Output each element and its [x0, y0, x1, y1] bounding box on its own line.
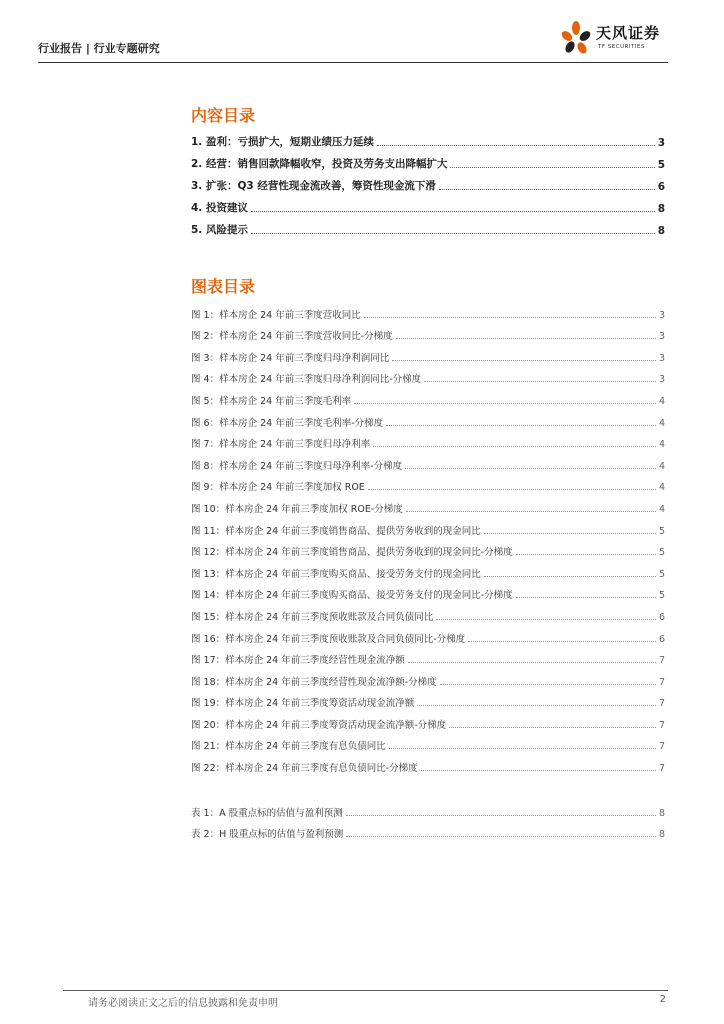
dot-leader — [449, 726, 656, 728]
figure-entry-page: 4 — [658, 482, 665, 494]
figure-entry-text: 图 10：样本房企 24 年前三季度加权 ROE-分梯度 — [191, 503, 403, 515]
figure-entry-page: 5 — [658, 590, 665, 602]
figure-entry-page: 7 — [658, 719, 665, 731]
figure-entry-text: 图 9：样本房企 24 年前三季度加权 ROE — [191, 482, 365, 494]
toc-entry[interactable] — [191, 127, 665, 149]
toc-entry-page: 6 — [657, 181, 665, 193]
report-category: 行业报告 | 行业专题研究 — [38, 42, 160, 55]
figure-entry-page: 7 — [658, 698, 665, 710]
figure-entry[interactable] — [191, 493, 665, 515]
figures-toc-list — [191, 299, 665, 774]
figure-entry-text: 图 20：样本房企 24 年前三季度筹资活动现金流净额-分梯度 — [191, 719, 447, 731]
dot-leader — [450, 166, 654, 168]
figure-entry[interactable] — [191, 299, 665, 321]
figure-entry-text: 图 7：样本房企 24 年前三季度归母净利率 — [191, 439, 371, 451]
figure-entry-text: 图 11：样本房企 24 年前三季度销售商品、提供劳务收到的现金同比 — [191, 525, 481, 537]
figure-entry[interactable] — [191, 601, 665, 623]
dot-leader — [251, 210, 655, 212]
figure-entry-text: 图 12：样本房企 24 年前三季度销售商品、提供劳务收到的现金同比-分梯度 — [191, 547, 513, 559]
figure-entry[interactable] — [191, 364, 665, 386]
table-entry-page: 8 — [658, 829, 665, 841]
dot-leader — [251, 232, 655, 234]
figure-entry-page: 6 — [658, 633, 665, 645]
toc-entry-text: 4. 投资建议 — [191, 202, 248, 214]
figure-entry-text: 图 13：样本房企 24 年前三季度购买商品、接受劳务支付的现金同比 — [191, 568, 481, 580]
toc-title: 内容目录 — [191, 106, 256, 125]
figure-entry-page: 6 — [658, 611, 665, 623]
dot-leader — [346, 814, 656, 816]
dot-leader — [377, 144, 655, 146]
tf-securities-logo — [558, 20, 668, 60]
figure-entry[interactable] — [191, 407, 665, 429]
figure-entry-page: 4 — [658, 460, 665, 472]
dot-leader — [386, 424, 656, 426]
figure-entry-text: 图 18：样本房企 24 年前三季度经营性现金流净额-分梯度 — [191, 676, 437, 688]
toc-entry-page: 8 — [657, 203, 665, 215]
figure-entry[interactable] — [191, 709, 665, 731]
dot-leader — [392, 359, 656, 361]
footer-page-number: 2 — [659, 994, 666, 1005]
toc-entry[interactable] — [191, 171, 665, 193]
dot-leader — [484, 575, 656, 577]
table-entry-page: 8 — [658, 807, 665, 819]
figure-entry-text: 图 3：样本房企 24 年前三季度归母净利润同比 — [191, 352, 390, 364]
figure-entry[interactable] — [191, 752, 665, 774]
figure-entry[interactable] — [191, 580, 665, 602]
toc-entry-text: 3. 扩张：Q3 经营性现金流改善，筹资性现金流下滑 — [191, 180, 436, 192]
content-toc-list — [191, 127, 665, 237]
table-entry-text: 表 1：A 股重点标的估值与盈利预测 — [191, 807, 343, 819]
figure-entry-page: 3 — [658, 374, 665, 386]
tables-toc-list — [191, 797, 665, 840]
figure-entry[interactable] — [191, 623, 665, 645]
figure-entry-text: 图 6：样本房企 24 年前三季度毛利率-分梯度 — [191, 417, 384, 429]
table-entry[interactable] — [191, 797, 665, 819]
flower-logo-icon — [558, 20, 594, 56]
figure-entry-page: 5 — [658, 568, 665, 580]
toc-entry[interactable] — [191, 193, 665, 215]
dot-leader — [396, 337, 656, 339]
dot-leader — [440, 683, 656, 685]
table-entry-text: 表 2：H 股重点标的估值与盈利预测 — [191, 829, 344, 841]
toc-entry-text: 5. 风险提示 — [191, 224, 248, 236]
figure-entry[interactable] — [191, 558, 665, 580]
logo-english-name: TF SECURITIES — [598, 44, 645, 50]
toc-entry-page: 8 — [657, 225, 665, 237]
figure-entry-text: 图 22：样本房企 24 年前三季度有息负债同比-分梯度 — [191, 763, 418, 775]
figure-entry-text: 图 19：样本房企 24 年前三季度筹资活动现金流净额 — [191, 698, 415, 710]
dot-leader — [468, 640, 656, 642]
figure-entry-page: 4 — [658, 417, 665, 429]
figure-entry-text: 图 14：样本房企 24 年前三季度购买商品、接受劳务支付的现金同比-分梯度 — [191, 590, 513, 602]
toc-entry[interactable] — [191, 149, 665, 171]
figure-entry[interactable] — [191, 472, 665, 494]
figure-entry[interactable] — [191, 731, 665, 753]
dot-leader — [405, 467, 656, 469]
footer-disclaimer: 请务必阅读正文之后的信息披露和免责申明 — [88, 998, 278, 1009]
dot-leader — [424, 380, 656, 382]
figure-entry-text: 图 16：样本房企 24 年前三季度预收账款及合同负债同比-分梯度 — [191, 633, 466, 645]
figure-entry-page: 4 — [658, 395, 665, 407]
figure-entry-page: 7 — [658, 741, 665, 753]
figure-entry-page: 3 — [658, 331, 665, 343]
dot-leader — [346, 835, 656, 837]
figures-toc-title: 图表目录 — [191, 277, 256, 296]
figure-entry-page: 3 — [658, 309, 665, 321]
dot-leader — [421, 769, 656, 771]
figure-entry-text: 图 5：样本房企 24 年前三季度毛利率 — [191, 395, 352, 407]
figure-entry[interactable] — [191, 450, 665, 472]
figure-entry-text: 图 21：样本房企 24 年前三季度有息负债同比 — [191, 741, 386, 753]
figure-entry-text: 图 15：样本房企 24 年前三季度预收账款及合同负债同比 — [191, 611, 434, 623]
figure-entry-text: 图 4：样本房企 24 年前三季度归母净利润同比-分梯度 — [191, 374, 422, 386]
page-header — [38, 24, 668, 63]
figure-entry[interactable] — [191, 515, 665, 537]
dot-leader — [373, 445, 656, 447]
dot-leader — [417, 704, 656, 706]
dot-leader — [484, 532, 656, 534]
figure-entry-text: 图 2：样本房企 24 年前三季度营收同比-分梯度 — [191, 331, 393, 343]
figure-entry[interactable] — [191, 645, 665, 667]
figure-entry-text: 图 17：样本房企 24 年前三季度经营性现金流净额 — [191, 655, 405, 667]
figure-entry-text: 图 8：样本房企 24 年前三季度归母净利率-分梯度 — [191, 460, 403, 472]
figure-entry[interactable] — [191, 321, 665, 343]
figure-entry-page: 7 — [658, 763, 665, 775]
figure-entry[interactable] — [191, 537, 665, 559]
dot-leader — [406, 510, 656, 512]
figure-entry-page: 5 — [658, 547, 665, 559]
table-entry[interactable] — [191, 819, 665, 841]
figure-entry[interactable] — [191, 342, 665, 364]
toc-entry[interactable] — [191, 215, 665, 237]
footer-divider — [63, 990, 668, 991]
dot-leader — [439, 188, 655, 190]
dot-leader — [354, 402, 656, 404]
dot-leader — [516, 553, 656, 555]
figure-entry-page: 7 — [658, 655, 665, 667]
dot-leader — [368, 488, 656, 490]
dot-leader — [408, 661, 656, 663]
figure-entry-page: 4 — [658, 439, 665, 451]
figure-entry-page: 3 — [658, 352, 665, 364]
dot-leader — [436, 618, 656, 620]
dot-leader — [516, 596, 656, 598]
toc-entry-text: 1. 盈利：亏损扩大，短期业绩压力延续 — [191, 136, 374, 148]
figure-entry-page: 5 — [658, 525, 665, 537]
figure-entry[interactable] — [191, 666, 665, 688]
figure-entry[interactable] — [191, 688, 665, 710]
figure-entry[interactable] — [191, 385, 665, 407]
logo-chinese-name: 天风证券 — [596, 24, 661, 42]
figure-entry-page: 7 — [658, 676, 665, 688]
figure-entry-text: 图 1：样本房企 24 年前三季度营收同比 — [191, 309, 361, 321]
toc-entry-page: 5 — [657, 159, 665, 171]
figure-entry[interactable] — [191, 429, 665, 451]
dot-leader — [389, 747, 656, 749]
toc-entry-page: 3 — [657, 137, 665, 149]
toc-entry-text: 2. 经营：销售回款降幅收窄，投资及劳务支出降幅扩大 — [191, 158, 448, 170]
figure-entry-page: 4 — [658, 503, 665, 515]
dot-leader — [364, 316, 656, 318]
